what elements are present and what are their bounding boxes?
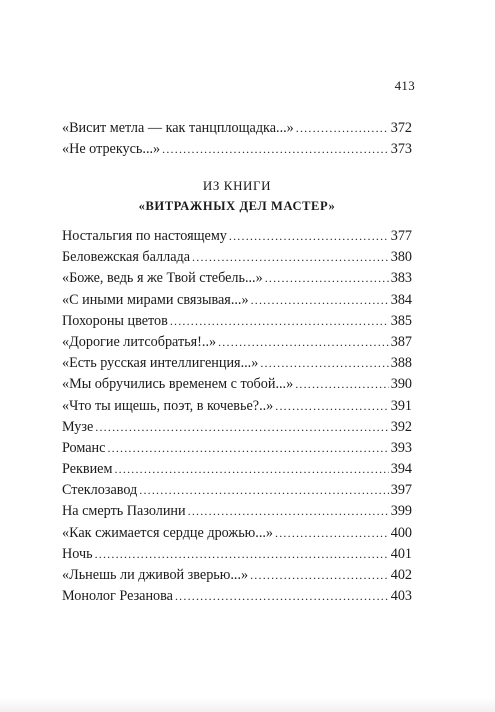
toc-entry [62,480,412,501]
dot-leader [250,565,389,586]
toc-entry-title: Беловежская баллада [62,249,191,266]
toc-entry-page: 391 [390,397,412,414]
toc-entry-page: 401 [390,545,412,562]
toc-entry-page: 392 [390,418,412,435]
dot-leader [295,374,389,395]
toc-entry [62,332,412,353]
toc-entry [62,139,412,160]
section-heading [62,176,412,216]
toc-entry [62,118,412,139]
toc-entry [62,247,412,268]
dot-leader [218,332,389,353]
toc-entry-page: 388 [390,355,412,372]
toc-entry-page: 397 [390,482,412,499]
toc-entry-title: «Есть русская интеллигенция...» [62,355,259,372]
toc-entry [62,396,412,417]
toc-main-list [62,226,412,607]
toc-entry-title: «Висит метла — как танцплощадка...» [62,120,294,136]
toc-entry-title: «Дорогие литсобратья!..» [62,333,217,350]
toc-entry-page: 400 [390,524,412,541]
toc-entry [62,311,412,332]
toc-entry-title: «Как сжимается сердце дрожью...» [62,524,274,541]
toc-entry-title: Реквием [62,461,113,478]
dot-leader [107,438,388,459]
toc-entry-title: «Льнешь ли дживой зверью...» [62,567,249,583]
toc-entry [62,565,412,586]
toc-entry-title: Ночь [62,545,93,562]
toc-entry-page: 394 [390,461,412,478]
toc-entry [62,268,412,289]
toc-entry [62,290,412,311]
dot-leader [175,586,389,607]
page-number: 413 [394,78,415,93]
dot-leader [170,311,389,332]
dot-leader [265,268,389,289]
toc-entry-page: 377 [390,228,412,244]
toc-entry-title: «С иными мирами связывая...» [62,291,249,308]
dot-leader [95,544,389,565]
toc-entry [62,544,412,565]
toc-entry-page: 402 [390,567,412,583]
toc-entry [62,438,412,459]
toc-entry-title: Монолог Резанова [62,588,173,605]
toc-entry [62,523,412,544]
toc-entry-title: «Что ты ищешь, поэт, в кочевье?..» [62,397,274,414]
toc-entry-title: «Не отрекусь...» [62,141,161,158]
dot-leader [260,353,388,374]
toc-entry [62,501,412,522]
toc-entry [62,459,412,480]
toc-entry-page: 393 [390,439,412,456]
dot-leader [162,139,389,160]
toc-entry-page: 373 [390,141,412,158]
dot-leader [192,247,389,268]
dot-leader [114,459,388,480]
toc-entry-page: 380 [390,249,412,266]
toc-entry-title: «Боже, ведь я же Твой стебель...» [62,270,263,287]
dot-leader [139,480,388,501]
toc-entry-title: Музе [62,418,94,435]
toc-entry-page: 387 [390,333,412,350]
section-heading-book-title: «ВИТРАЖНЫХ ДЕЛ МАСТЕР» [138,199,336,213]
section-heading-line1: ИЗ КНИГИ [202,178,272,193]
toc-entry [62,417,412,438]
dot-leader [296,118,389,139]
toc-entry [62,374,412,395]
toc-top-list [62,118,412,160]
toc-entry-title: Романс [62,439,106,456]
dot-leader [95,417,388,438]
toc-entry-page: 399 [390,503,412,520]
dot-leader [275,523,389,544]
toc-entry [62,586,412,607]
toc-entry-title: Похороны цветов [62,312,168,329]
toc-entry-page: 385 [390,312,412,329]
toc-entry-page: 383 [390,270,412,287]
dot-leader [229,226,389,247]
toc-entry-page: 403 [390,588,412,605]
toc-entry-page: 372 [390,120,412,136]
toc-entry-title: Стеклозавод [62,482,138,499]
toc-entry [62,226,412,247]
page-bottom-shadow [0,698,495,712]
dot-leader [251,290,389,311]
toc-entry-title: Ностальгия по настоящему [62,228,227,244]
toc-entry-title: На смерть Пазолини [62,503,186,520]
toc-entry-page: 384 [390,291,412,308]
toc-entry [62,353,412,374]
toc-entry-page: 390 [390,376,412,393]
dot-leader [275,396,388,417]
dot-leader [188,501,389,522]
toc-entry-title: «Мы обручились временем с тобой...» [62,376,294,393]
